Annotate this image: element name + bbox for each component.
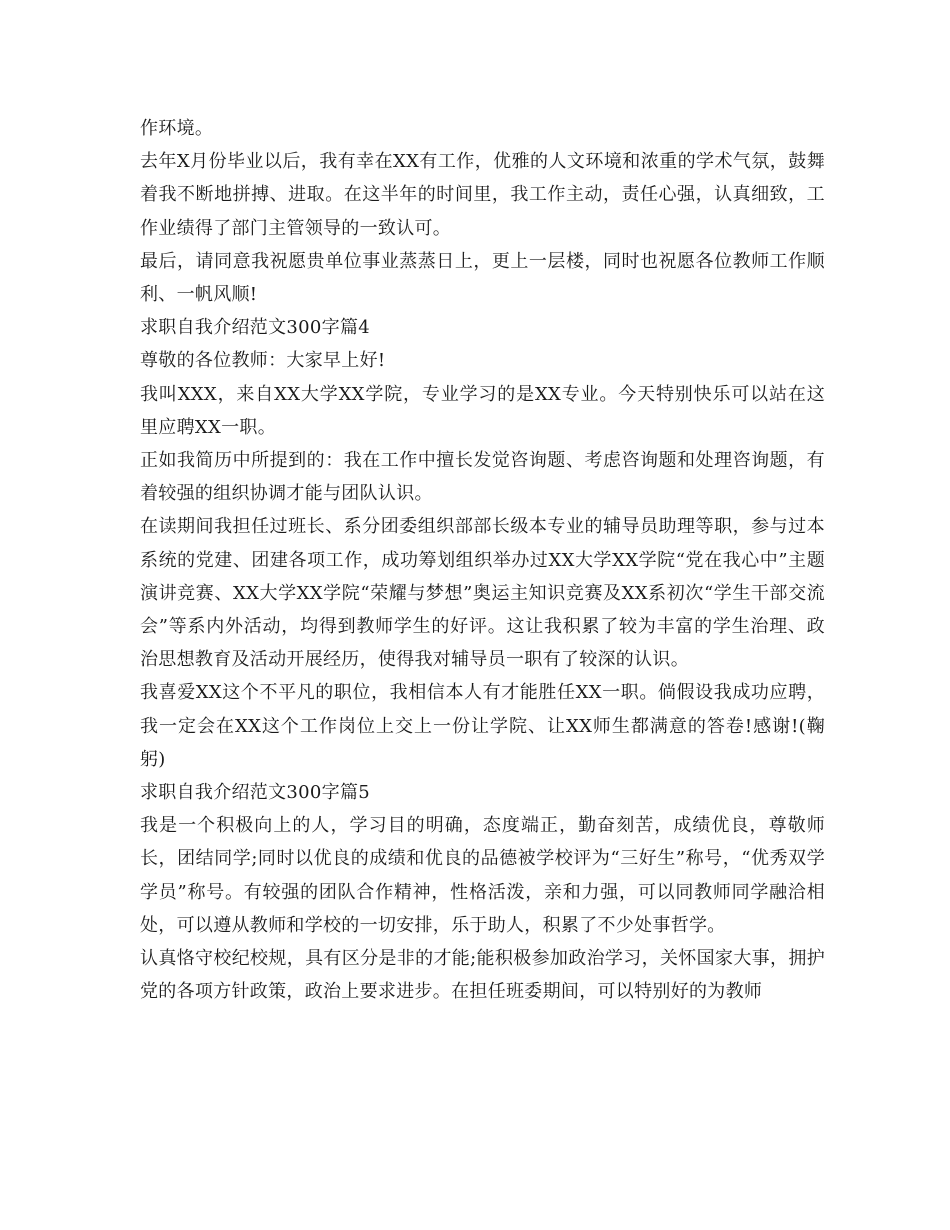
paragraph: 尊敬的各位教师：大家早上好! bbox=[140, 350, 386, 372]
paragraph: 我叫XXX，来自XX大学XX学院，专业学习的是XX专业。今天特别快乐可以站在这里应聘XX一职。 bbox=[140, 383, 825, 438]
section-heading-4: 求职自我介绍范文300字篇4 bbox=[140, 317, 371, 339]
document-body bbox=[140, 112, 825, 1008]
paragraph: 在读期间我担任过班长、系分团委组织部部长级本专业的辅导员助理等职，参与过本系统的党建、团建各项工作，成功筹划组织举办过XX大学XX学院“党在我心中”主题演讲竞赛、XX大学XX学院“荣耀与梦想”奥运主知识竞赛及XX系初次“学生干部交流会”等系内外活动，均得到教师学生的好评。这让我积累了较为丰富的学生治理、政治思想教育及活动开展经历，使得我对辅导员一职有了较深的认识。 bbox=[140, 516, 825, 671]
paragraph: 我喜爱XX这个不平凡的职位，我相信本人有才能胜任XX一职。倘假设我成功应聘，我一定会在XX这个工作岗位上交上一份让学院、让XX师生都满意的答卷!感谢!(鞠躬) bbox=[140, 682, 825, 770]
paragraph: 认真恪守校纪校规，具有区分是非的才能;能积极参加政治学习，关怀国家大事，拥护党的各项方针政策，政治上要求进步。在担任班委期间，可以特别好的为教师 bbox=[140, 948, 825, 1003]
paragraph: 作环境。 bbox=[140, 118, 214, 139]
section-heading-5: 求职自我介绍范文300字篇5 bbox=[140, 782, 371, 804]
paragraph: 最后，请同意我祝愿贵单位事业蒸蒸日上，更上一层楼，同时也祝愿各位教师工作顺利、一帆风顺! bbox=[140, 250, 825, 306]
paragraph: 我是一个积极向上的人，学习目的明确，态度端正，勤奋刻苦，成绩优良，尊敬师长，团结同学;同时以优良的成绩和优良的品德被学校评为“三好生”称号，“优秀双学学员”称号。有较强的团队合作精神，性格活泼，亲和力强，可以同教师同学融洽相处，可以遵从教师和学校的一切安排，乐于助人，积累了不少处事哲学。 bbox=[140, 815, 825, 936]
paragraph: 去年X月份毕业以后，我有幸在XX有工作，优雅的人文环境和浓重的学术气氛，鼓舞着我不断地拼搏、进取。在这半年的时间里，我工作主动，责任心强，认真细致，工作业绩得了部门主管领导的一致认可。 bbox=[140, 151, 825, 239]
paragraph: 正如我简历中所提到的：我在工作中擅长发觉咨询题、考虑咨询题和处理咨询题，有着较强的组织协调才能与团队认识。 bbox=[140, 450, 825, 505]
